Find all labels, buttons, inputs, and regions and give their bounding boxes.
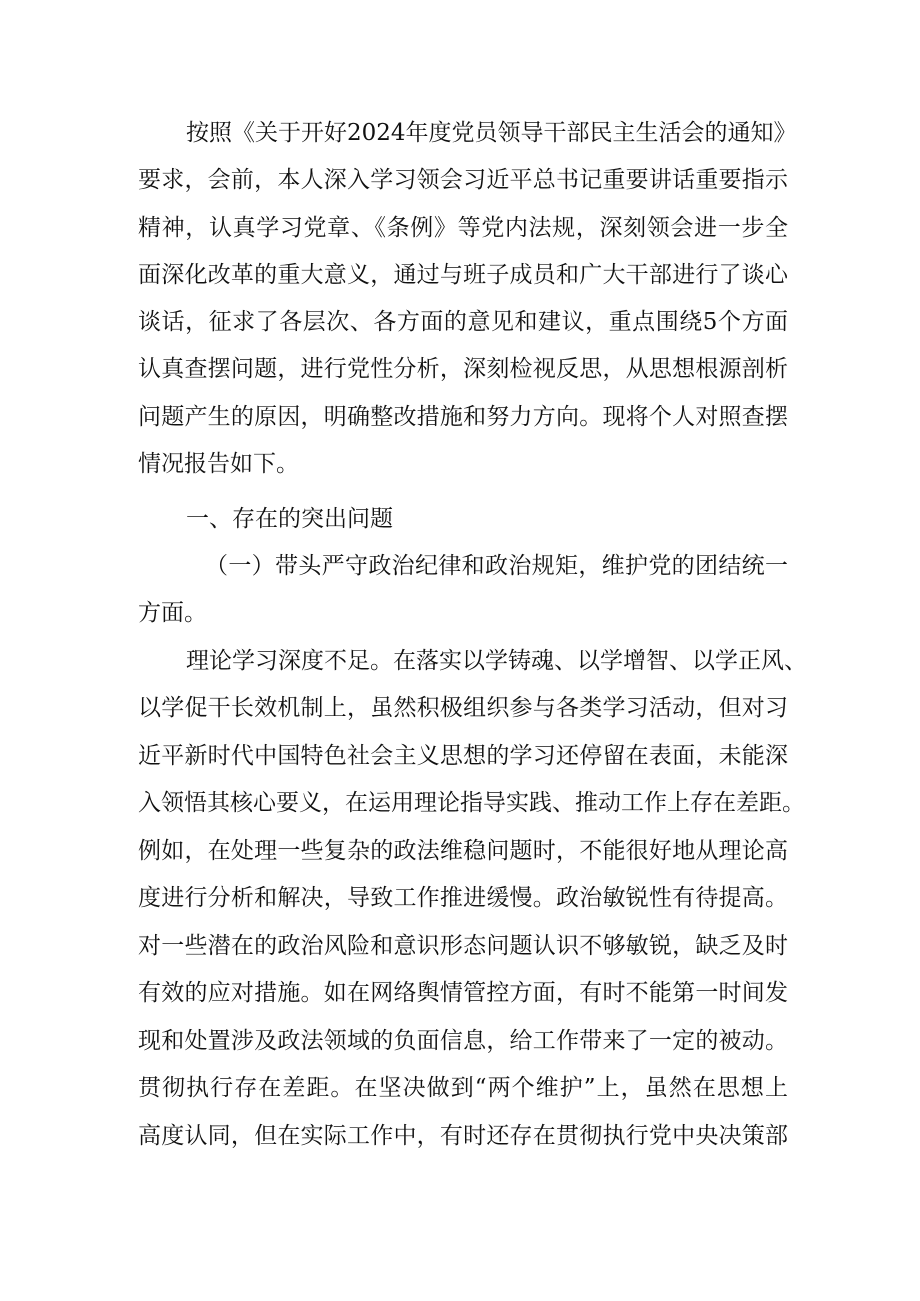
body-line: 对一些潜在的政治风险和意识形态问题认识不够敏锐，缺乏及时 [138, 933, 788, 959]
intro-line: 要求，会前，本人深入学习领会习近平总书记重要讲话重要指示 [138, 167, 788, 193]
body-line: 入领悟其核心要义，在运用理论指导实践、推动工作上存在差距。 [138, 790, 805, 816]
body-line: 高度认同，但在实际工作中，有时还存在贯彻执行党中央决策部 [138, 1123, 788, 1149]
intro-line: 认真查摆问题，进行党性分析，深刻检视反思，从思想根源剖析 [138, 356, 788, 382]
body-line: 现和处置涉及政法领域的负面信息，给工作带来了一定的被动。 [138, 1028, 788, 1054]
intro-line: 按照《关于开好2024年度党员领导干部民主生活会的通知》 [186, 120, 797, 146]
section-heading: 一、存在的突出问题 [186, 506, 393, 532]
subsection-heading: 方面。 [138, 600, 207, 626]
body-line: 度进行分析和解决，导致工作推进缓慢。政治敏锐性有待提高。 [138, 885, 788, 911]
intro-line: 问题产生的原因，明确整改措施和努力方向。现将个人对照查摆 [138, 404, 788, 430]
intro-line: 谈话，征求了各层次、各方面的意见和建议，重点围绕5个方面 [138, 309, 788, 335]
intro-line: 面深化改革的重大意义，通过与班子成员和广大干部进行了谈心 [138, 262, 788, 288]
body-line: 以学促干长效机制上，虽然积极组织参与各类学习活动，但对习 [138, 695, 788, 721]
subsection-heading: （一）带头严守政治纪律和政治规矩，维护党的团结统一 [205, 553, 788, 579]
body-line: 有效的应对措施。如在网络舆情管控方面，有时不能第一时间发 [138, 980, 788, 1006]
intro-line: 精神，认真学习党章、《条例》等党内法规，深刻领会进一步全 [138, 215, 788, 241]
body-line: 近平新时代中国特色社会主义思想的学习还停留在表面，未能深 [138, 743, 788, 769]
body-line: 贯彻执行存在差距。在坚决做到“两个维护”上，虽然在思想上 [138, 1075, 788, 1101]
body-line: 理论学习深度不足。在落实以学铸魂、以学增智、以学正风、 [186, 648, 807, 674]
body-line: 例如，在处理一些复杂的政法维稳问题时，不能很好地从理论高 [138, 838, 788, 864]
intro-line: 情况报告如下。 [138, 451, 299, 477]
